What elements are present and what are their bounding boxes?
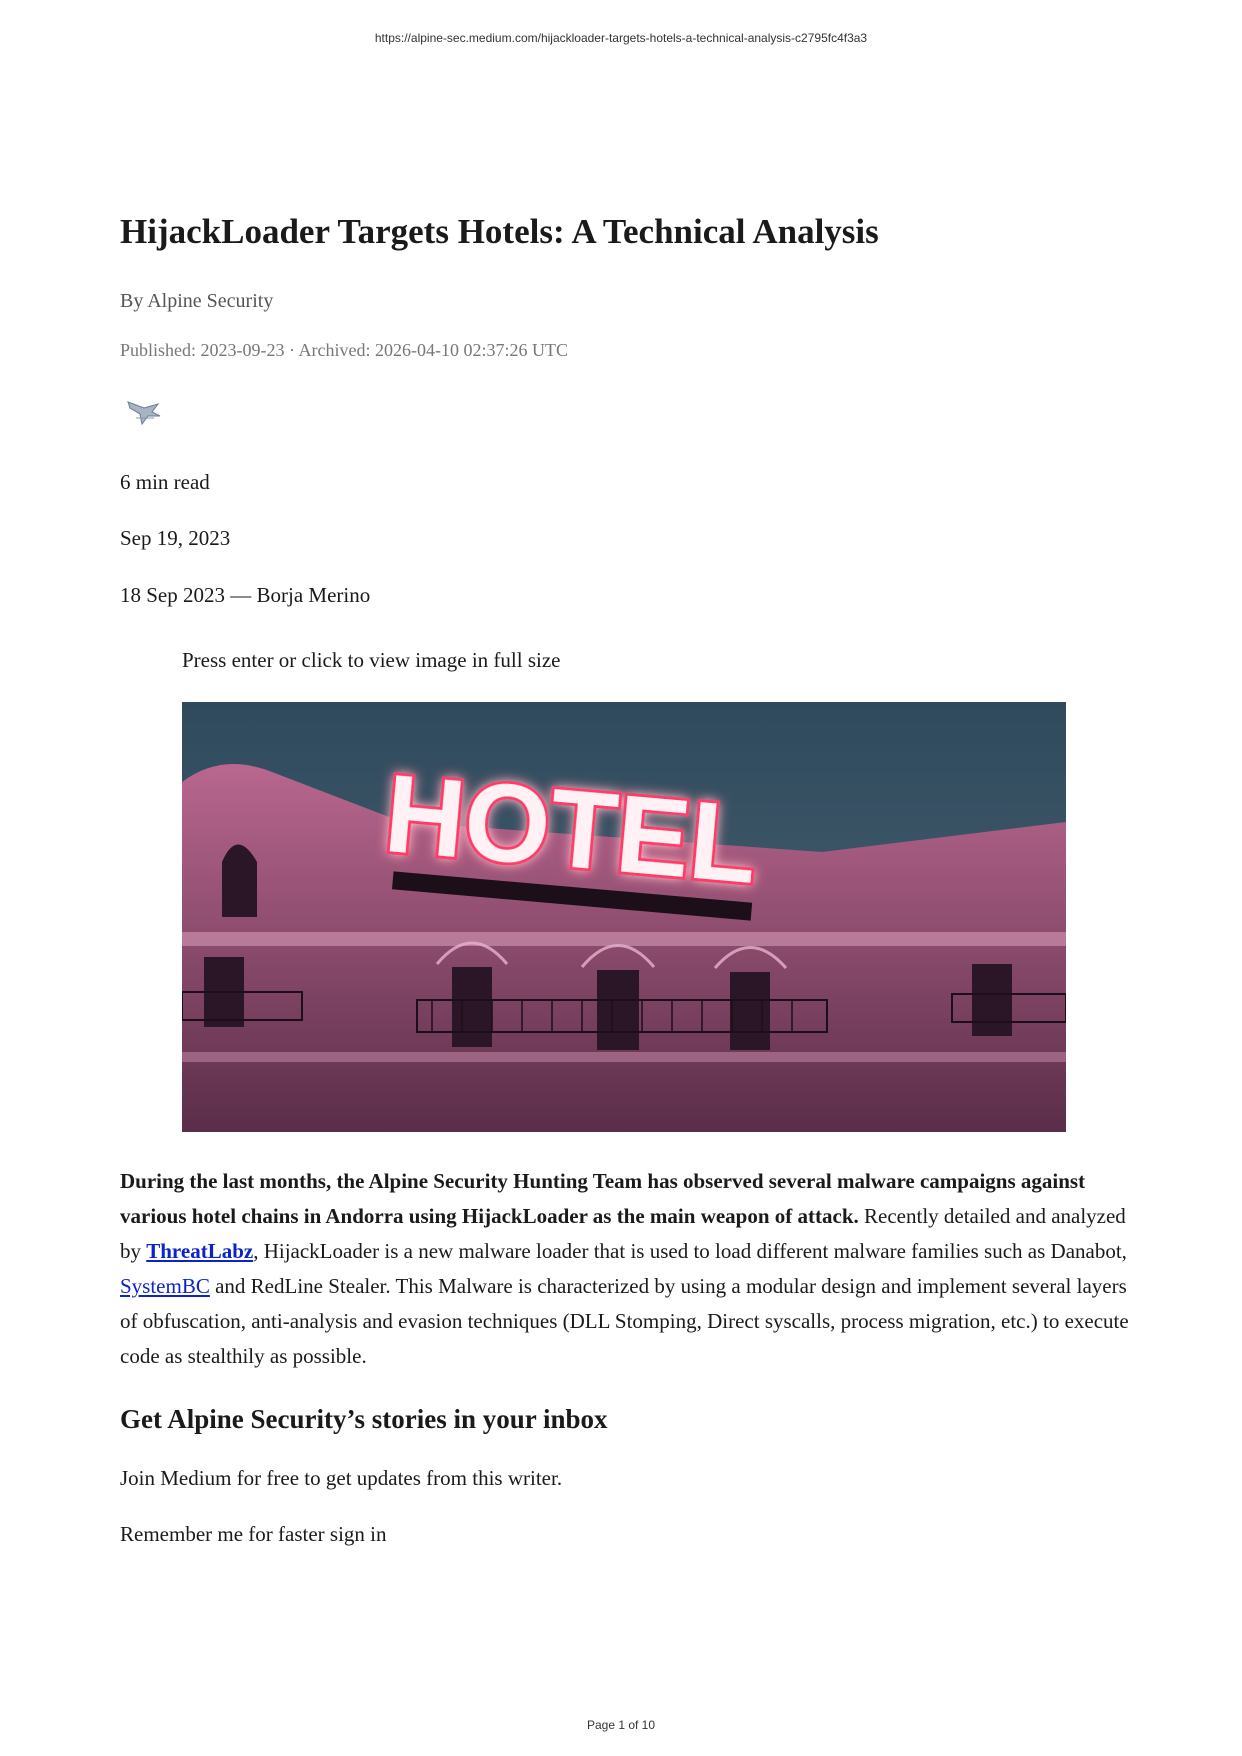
post-date: Sep 19, 2023 — [120, 526, 231, 550]
subscribe-heading: Get Alpine Security’s stories in your inbox — [120, 1404, 608, 1434]
hero-sign-text: HOTEL — [380, 751, 763, 907]
article-byline: By Alpine Security — [120, 290, 274, 312]
intro-bold-text: During the last months, the Alpine Security Hunting Team has observed several malware campaigns against various hotel chains in Andorra using HijackLoader as the main weapon of attack. — [120, 1169, 1086, 1228]
subscribe-text: Join Medium for free to get updates from this writer. — [120, 1466, 563, 1490]
intro-text-part2: , HijackLoader is a new malware loader that is used to load different malware families such as Danabot, — [253, 1239, 1127, 1263]
author-avatar-icon[interactable] — [124, 394, 164, 430]
read-time: 6 min read — [120, 470, 210, 494]
page-number: Page 1 of 10 — [586, 1718, 656, 1732]
threatlabz-link[interactable]: ThreatLabz — [146, 1239, 254, 1263]
page-url-header: https://alpine-sec.medium.com/hijackloader-targets-hotels-a-technical-analysis-c2795fc4f3a3 — [374, 31, 868, 45]
hero-image-hotel[interactable] — [182, 702, 1066, 1132]
intro-text-part3: and RedLine Stealer. This Malware is characterized by using a modular design and implement several layers of obfuscation, anti-analysis and evasion techniques (DLL Stomping, Direct syscalls, process migration, etc.) to execute code as stealthily as possible. — [120, 1274, 1129, 1368]
intro-text-part1: Recently detailed and analyzed by — [120, 1204, 1126, 1263]
article-dates: Published: 2023-09-23 · Archived: 2026-04-10 02:37:26 UTC — [120, 340, 568, 360]
dateline: 18 Sep 2023 — Borja Merino — [120, 583, 371, 607]
remember-me-text: Remember me for faster sign in — [120, 1522, 387, 1546]
article-title: HijackLoader Targets Hotels: A Technical Analysis — [120, 212, 879, 251]
systembc-link[interactable]: SystemBC — [120, 1274, 210, 1298]
image-fullsize-hint: Press enter or click to view image in full size — [182, 648, 561, 672]
intro-paragraph — [120, 1164, 1130, 1374]
